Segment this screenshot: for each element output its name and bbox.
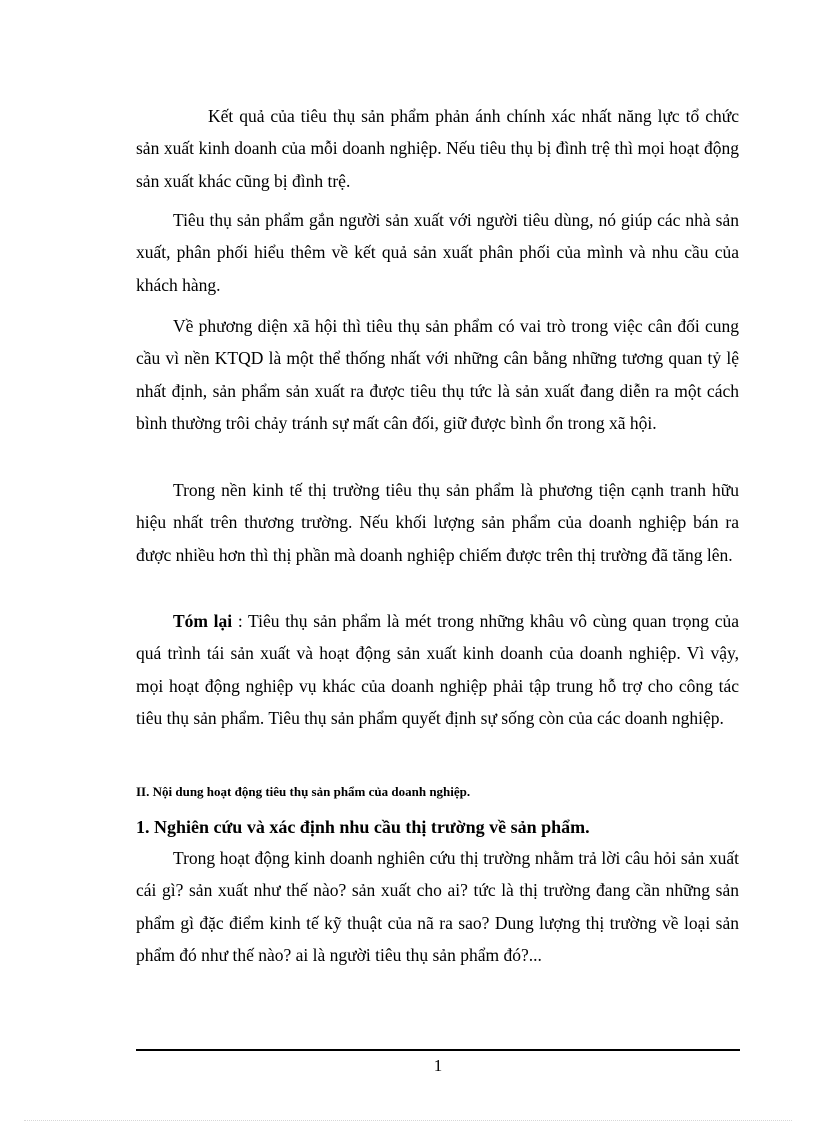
paragraph-market-competition: Trong nền kinh tế thị trường tiêu thụ sản phẩm là phương tiện cạnh tranh hữu hiệu nhất trên thương trường. Nếu khối lượng sản phẩm của doanh nghiệp bán ra được nhiều hơn thì thị phần mà doanh nghiệp chiếm được trên thị trường đã tăng lên.: [136, 480, 739, 565]
section-heading: II. Nội dung hoạt động tiêu thụ sản phẩm của doanh nghiệp.: [136, 784, 471, 799]
paragraph-social-aspect: Về phương diện xã hội thì tiêu thụ sản phẩm có vai trò trong việc cân đối cung cầu vì nền KTQD là một thể thống nhất với những cân bằng những tương quan tỷ lệ nhất định, sản phẩm sản xuất ra được tiêu thụ tức là sản xuất đang diễn ra một cách bình thường trôi chảy tránh sự mất cân đối, giữ được bình ổn trong xã hội.: [136, 316, 739, 434]
paragraph-producer-consumer: Tiêu thụ sản phẩm gắn người sản xuất với người tiêu dùng, nó giúp các nhà sản xuất, phân phối hiểu thêm về kết quả sản xuất phân phối của mình và nhu cầu của khách hàng.: [136, 210, 739, 295]
footer-divider: [136, 1049, 740, 1051]
paragraph-sales-result: Kết quả của tiêu thụ sản phẩm phản ánh chính xác nhất năng lực tổ chức sản xuất kinh doanh của mỗi doanh nghiệp. Nếu tiêu thụ bị đình trệ thì mọi hoạt động sản xuất khác cũng bị đình trệ.: [136, 106, 739, 191]
paragraph-conclusion: [136, 605, 739, 735]
sub-heading: 1. Nghiên cứu và xác định nhu cầu thị trường về sản phẩm.: [136, 817, 590, 837]
page-edge-divider: [24, 1120, 792, 1121]
conclusion-lead: Tóm lại: [173, 611, 233, 631]
page-number: 1: [433, 1056, 443, 1075]
conclusion-text: : Tiêu thụ sản phẩm là mét trong những khâu vô cùng quan trọng của quá trình tái sản xuất và hoạt động sản xuất kinh doanh của doanh nghiệp. Vì vậy, mọi hoạt động nghiệp vụ khác của doanh nghiệp phải tập trung hỗ trợ cho công tác tiêu thụ sản phẩm. Tiêu thụ sản phẩm quyết định sự sống còn của các doanh nghiệp.: [136, 611, 739, 729]
paragraph-market-research: Trong hoạt động kinh doanh nghiên cứu thị trường nhằm trả lời câu hỏi sản xuất cái gì? sản xuất như thế nào? sản xuất cho ai? tức là thị trường đang cần những sản phẩm gì đặc điểm kinh tế kỹ thuật của nã ra sao? Dung lượng thị trường về loại sản phẩm đó như thế nào? ai là người tiêu thụ sản phẩm đó?...: [136, 848, 739, 966]
